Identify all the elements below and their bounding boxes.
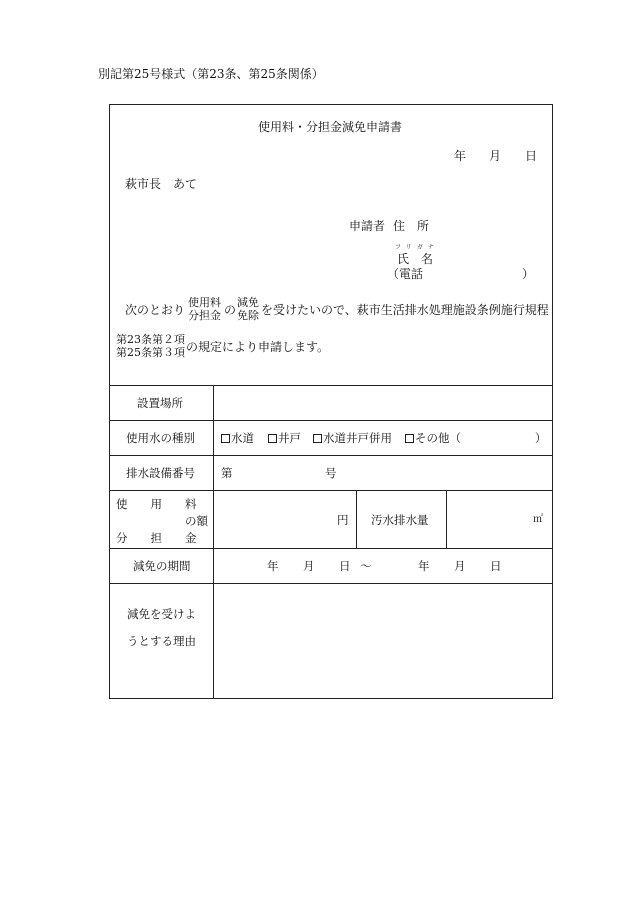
location-label: 設置場所 xyxy=(137,396,183,410)
period-to-year: 年 xyxy=(418,559,430,573)
date-year: 年 xyxy=(454,149,467,163)
body-line1-prefix: 次のとおり xyxy=(125,303,186,317)
water-option-combined[interactable] xyxy=(313,431,392,445)
article-option-1: 第23条第２項 xyxy=(116,333,185,346)
period-to-day: 日 xyxy=(490,559,502,573)
label-column-border xyxy=(213,385,214,698)
amount-column-border xyxy=(356,490,357,548)
article-option-2: 第25条第３項 xyxy=(116,346,185,359)
type-option-2: 免除 xyxy=(237,309,259,322)
facility-number-field[interactable] xyxy=(238,460,322,486)
facility-number-label: 排水設備番号 xyxy=(126,466,195,480)
checkbox-tap[interactable] xyxy=(221,434,230,443)
applicant-address-label: 住 所 xyxy=(393,219,430,233)
body-line1-suffix: を受けたいので、萩市生活排水処理施設条例施行規程 xyxy=(261,303,549,317)
water-option-other-label: その他（ xyxy=(415,431,461,445)
reason-label-line2: うとする理由 xyxy=(127,634,196,648)
amount-label-line3: 分 担 金 xyxy=(116,531,197,545)
water-other-close: ） xyxy=(535,431,547,445)
checkbox-well[interactable] xyxy=(268,434,277,443)
checkbox-other[interactable] xyxy=(405,434,414,443)
fee-option-2: 分担金 xyxy=(188,309,221,322)
period-tilde: ～ xyxy=(360,559,372,573)
location-field[interactable] xyxy=(216,388,550,418)
checkbox-combined[interactable] xyxy=(313,434,322,443)
body-line2-suffix: の規定により申請します。 xyxy=(186,340,330,354)
body-particle: の xyxy=(224,303,237,317)
row-divider-4 xyxy=(109,548,553,549)
amount-field[interactable] xyxy=(216,493,334,545)
applicant-name-ruby: フリガナ xyxy=(395,244,439,251)
sewage-column-border xyxy=(446,490,447,548)
row-divider-1 xyxy=(109,420,553,421)
amount-label-line1: 使 用 料 xyxy=(116,497,197,511)
applicant-phone-close: ） xyxy=(522,267,535,281)
date-day: 日 xyxy=(525,149,538,163)
period-from-day: 日 xyxy=(339,559,351,573)
sewage-label: 汚水排水量 xyxy=(371,513,429,527)
row-divider-2 xyxy=(109,455,553,456)
type-option-1: 減免 xyxy=(237,296,259,309)
addressee: 萩市長 あて xyxy=(125,177,198,191)
applicant-phone-open: （電話 xyxy=(387,267,424,281)
period-label: 減免の期間 xyxy=(133,559,191,573)
reason-field[interactable] xyxy=(216,586,550,694)
facility-number-prefix: 第 xyxy=(221,466,233,480)
water-option-other[interactable] xyxy=(405,431,461,445)
row-divider-3 xyxy=(109,490,553,491)
date-month: 月 xyxy=(489,149,502,163)
period-to-month: 月 xyxy=(454,559,466,573)
water-option-tap[interactable] xyxy=(221,431,254,445)
facility-number-suffix: 号 xyxy=(325,466,337,480)
water-option-combined-label: 水道井戸併用 xyxy=(323,431,392,445)
water-type-label: 使用水の種別 xyxy=(126,431,195,445)
amount-unit: 円 xyxy=(337,513,349,527)
form-number: 別記第25号様式（第23条、第25条関係） xyxy=(98,67,324,81)
form-title: 使用料・分担金減免申請書 xyxy=(258,120,403,134)
table-top-border xyxy=(109,385,553,386)
sewage-field[interactable] xyxy=(449,493,529,545)
fee-option-1: 使用料 xyxy=(188,296,221,309)
water-option-tap-label: 水道 xyxy=(231,431,254,445)
applicant-label: 申請者 xyxy=(349,219,386,233)
water-option-well-label: 井戸 xyxy=(278,431,301,445)
amount-label-line2: の額 xyxy=(185,514,208,528)
row-divider-5 xyxy=(109,583,553,584)
water-option-well[interactable] xyxy=(268,431,301,445)
applicant-name-label: 氏 名 xyxy=(397,252,434,266)
period-from-year: 年 xyxy=(267,559,279,573)
period-from-month: 月 xyxy=(303,559,315,573)
reason-label-line1: 減免を受けよ xyxy=(127,607,196,621)
sewage-unit: ㎥ xyxy=(533,514,543,525)
